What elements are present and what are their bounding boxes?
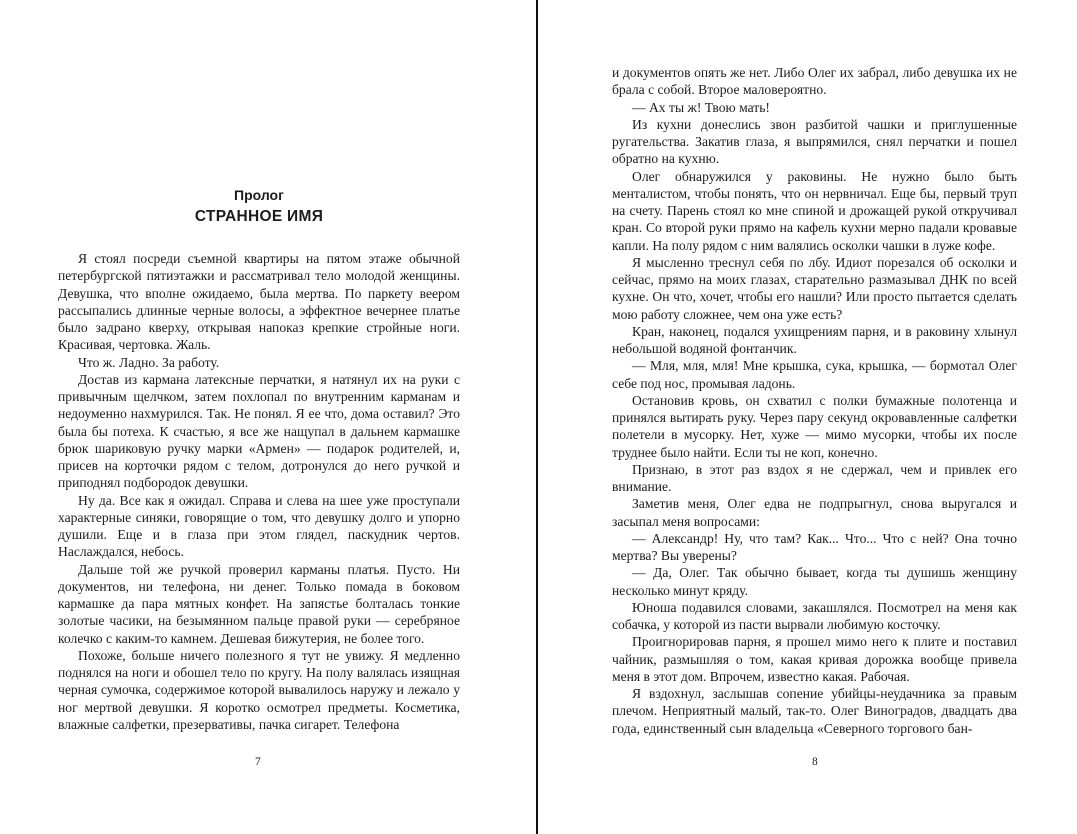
- paragraph: Юноша подавился словами, закашлялся. Посмотрел на меня как собачка, у которой из пасти вырвали любимую косточку.: [612, 599, 1017, 632]
- paragraph: Я мысленно треснул себя по лбу. Идиот порезался об осколки и сейчас, прямо на моих глазах, старательно размазывал ДНК по всей кухне. Он что, хочет, чтобы его нашли? Или просто пытается сделать мою работу сложнее, чем она уже есть?: [612, 254, 1017, 322]
- right-page: [540, 0, 1077, 834]
- paragraph: Что ж. Ладно. За работу.: [78, 354, 220, 370]
- page-number: 8: [812, 756, 818, 768]
- paragraph: Кран, наконец, подался ухищрениям парня, и в раковину хлынул небольшой водяной фонтанчик.: [612, 323, 1017, 356]
- left-page: [0, 0, 536, 834]
- chapter-title: СТРАННОЕ ИМЯ: [194, 208, 324, 225]
- paragraph: Достав из кармана латексные перчатки, я натянул их на руки с привычным щелчком, затем похлопал по внутренним карманам и недоуменно нахмурился. Так. Не понял. Я ее что, дома оставил? Это была бы потеха. К счастью, я все же нащупал в дальнем кармашке брюк шариковую ручку марки «Армен» — подарок родителей, и, присев на корточки рядом с телом, дотронулся до него ручкой и приподнял подбородок девушки.: [58, 371, 460, 491]
- paragraph: Из кухни донеслись звон разбитой чашки и приглушенные ругательства. Закатив глаза, я выпрямился, снял перчатки и пошел обратно на кухню.: [612, 116, 1017, 167]
- paragraph: Ну да. Все как я ожидал. Справа и слева на шее уже проступали характерные синяки, говорящие о том, что девушку долго и упорно душили. Еще и в глаза при этом глядел, паскудник чертов. Наслаждался, небось.: [58, 492, 460, 560]
- paragraph: Я стоял посреди съемной квартиры на пятом этаже обычной петербургской пятиэтажки и рассматривал тело молодой женщины. Девушка, что вполне ожидаемо, была мертва. По паркету веером рассыпались длинные черные волосы, а эффектное вечернее платье было задрано кверху, открывая напоказ крепкие стройные ноги. Красивая, чертовка. Жаль.: [58, 251, 460, 353]
- paragraph: и документов опять же нет. Либо Олег их забрал, либо девушка их не брала с собой. Второе маловероятно.: [612, 65, 1017, 98]
- page-divider: [536, 0, 538, 834]
- paragraph: Признаю, в этот раз вздох я не сдержал, чем и привлек его внимание.: [612, 461, 1017, 494]
- right-page-text: [612, 64, 1017, 737]
- paragraph: Дальше той же ручкой проверил карманы платья. Пусто. Ни документов, ни телефона, ни денег. Только помада в боковом кармашке да пара мятных конфет. На запястье болталась тонкие золотые часики, на безымянном пальце правой руки — серебряное колечко с каким-то камнем. Дешевая бижутерия, не более того.: [58, 561, 460, 646]
- paragraph: Я вздохнул, заслышав сопение убийцы-неудачника за правым плечом. Неприятный малый, так-то. Олег Виноградов, двадцать два года, единственный сын владельца «Северного торгового бан-: [612, 686, 1017, 736]
- paragraph: Заметив меня, Олег едва не подпрыгнул, снова выругался и засыпал меня вопросами:: [612, 496, 1017, 529]
- paragraph: — Да, Олег. Так обычно бывает, когда ты душишь женщину несколько минут кряду.: [612, 565, 1017, 598]
- paragraph: Олег обнаружился у раковины. Не нужно было быть менталистом, чтобы понять, что он нервничал. Еще бы, первый труп на счету. Парень стоял ко мне спиной и дрожащей рукой откручивал кран. Со второй руки прямо на кафель кухни мерно падали кровавые капли. На полу рядом с ним валялись осколки чашки в луже кофе.: [612, 168, 1017, 253]
- paragraph: — Мля, мля, мля! Мне крышка, сука, крышка, — бормотал Олег себе под нос, промывая ладонь.: [612, 358, 1017, 391]
- paragraph: Похоже, больше ничего полезного я тут не увижу. Я медленно поднялся на ноги и обошел тело по кругу. На полу валялась изящная черная сумочка, содержимое которой вывалилось наружу и лежало у ног мертвой девушки. Я коротко осмотрел предметы. Косметика, влажные салфетки, презервативы, пачка сигарет. Телефона: [58, 647, 460, 732]
- paragraph: — Ах ты ж! Твою мать!: [632, 99, 770, 115]
- paragraph: Проигнорировав парня, я прошел мимо него к плите и поставил чайник, размышляя о том, какая кривая дорожка вообще привела меня в этот дом. Впрочем, известно какая. Рабочая.: [612, 634, 1017, 684]
- chapter-label: Пролог: [234, 187, 284, 203]
- paragraph: Остановив кровь, он схватил с полки бумажные полотенца и принялся вытирать руку. Через пару секунд окровавленные салфетки полетели в мусорку. Нет, хуже — мимо мусорки, чтобы их после труднее было найти. Если ты не коп, конечно.: [612, 392, 1017, 460]
- page-number: 7: [255, 756, 261, 768]
- paragraph: — Александр! Ну, что там? Как... Что... Что с ней? Она точно мертва? Вы уверены?: [612, 530, 1017, 563]
- left-page-text: [58, 250, 460, 733]
